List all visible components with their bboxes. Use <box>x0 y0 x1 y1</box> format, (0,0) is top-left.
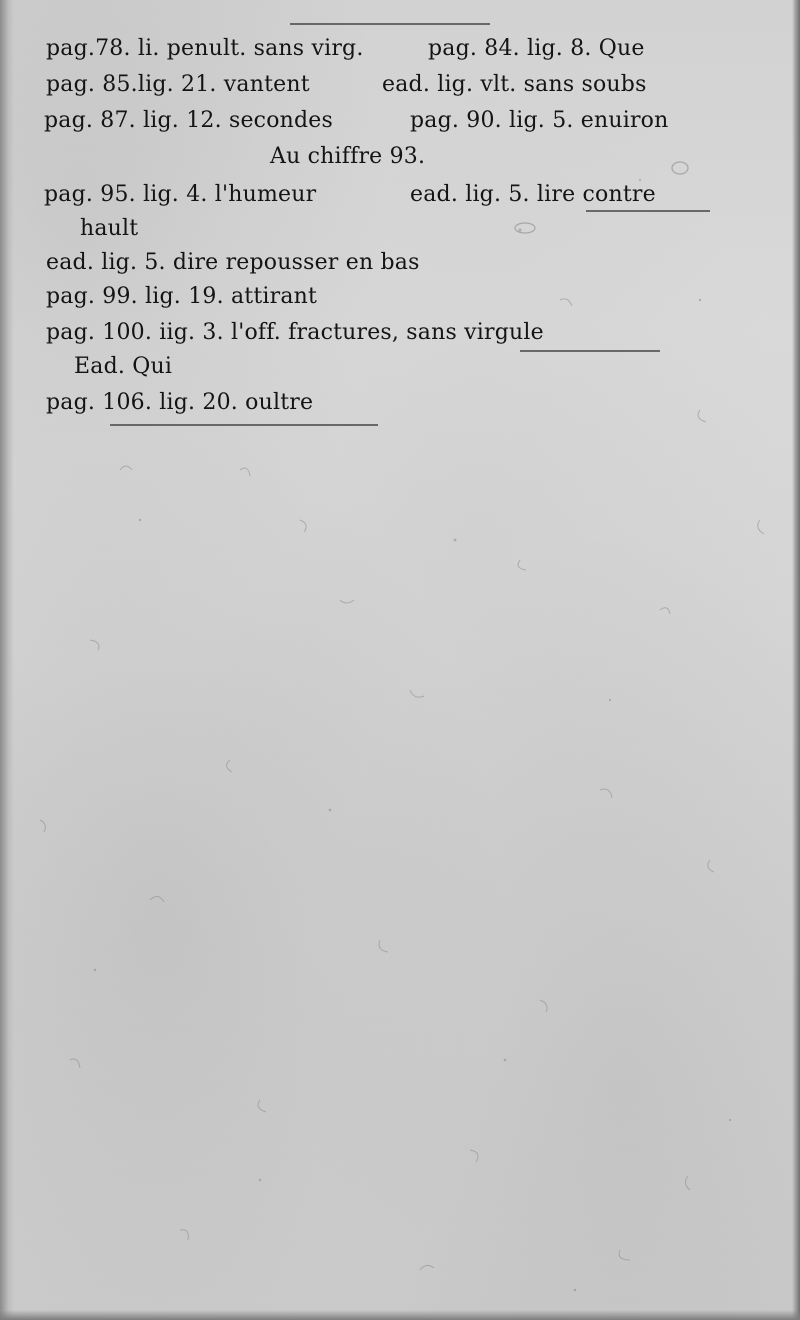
errata-entry: Au chiffre 93. <box>270 144 426 169</box>
errata-entry: ead. lig. 5. lire contre <box>410 182 656 207</box>
errata-entry: pag. 84. lig. 8. Que <box>428 36 645 61</box>
errata-line <box>46 286 606 316</box>
errata-entry: pag. 95. lig. 4. l'humeur <box>44 182 317 207</box>
errata-line <box>46 392 606 422</box>
errata-line <box>46 74 726 104</box>
errata-line <box>46 252 606 282</box>
errata-entry: pag. 99. lig. 19. attirant <box>46 284 318 309</box>
errata-entry: pag. 85.lig. 21. vantent <box>46 72 310 97</box>
errata-line <box>74 356 334 386</box>
errata-line <box>270 146 530 176</box>
errata-entry: Ead. Qui <box>74 354 173 379</box>
text-rule <box>586 210 710 212</box>
errata-entry: ead. lig. 5. dire repousser en bas <box>46 250 420 275</box>
text-rule <box>520 350 660 352</box>
errata-entry: hault <box>80 216 139 241</box>
text-rule <box>290 23 490 25</box>
page-bottom-edge <box>0 1310 800 1320</box>
errata-line <box>46 322 726 352</box>
errata-entry: pag. 100. iig. 3. l'off. fractures, sans virgule <box>46 320 544 345</box>
errata-entry: ead. lig. vlt. sans soubs <box>382 72 647 97</box>
errata-entry: pag. 87. lig. 12. secondes <box>44 108 334 133</box>
errata-entry: pag. 90. lig. 5. enuiron <box>410 108 669 133</box>
errata-entry: pag. 106. lig. 20. oultre <box>46 390 314 415</box>
errata-line <box>44 110 724 140</box>
errata-list <box>0 0 800 460</box>
text-rule <box>110 424 378 426</box>
errata-line <box>80 218 280 248</box>
errata-entry: pag.78. li. penult. sans virg. <box>46 36 364 61</box>
errata-line <box>46 38 726 68</box>
